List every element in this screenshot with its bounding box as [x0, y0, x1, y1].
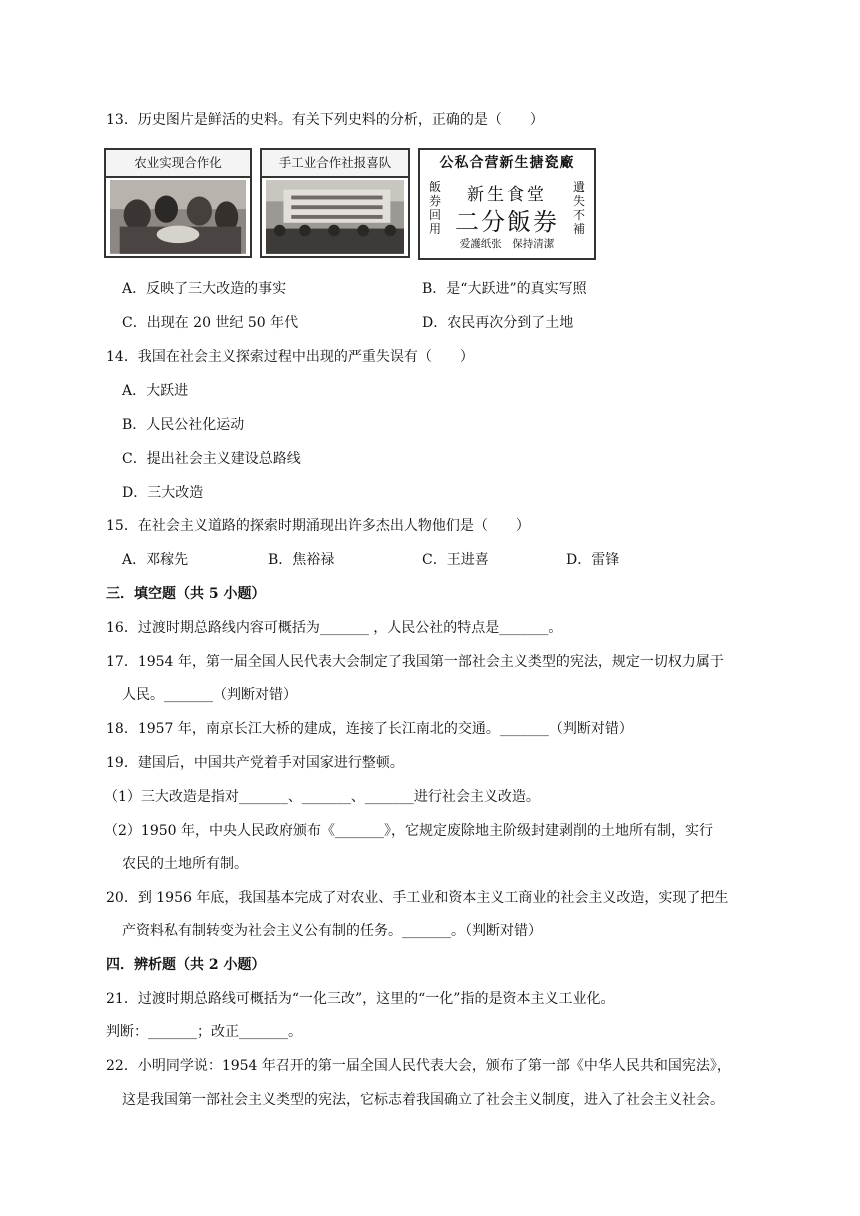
q20-line1: 20．到 1956 年底，我国基本完成了对农业、手工业和资本主义工商业的社会主义改造，实现了把生 [106, 890, 729, 906]
agriculture-photo [110, 180, 246, 254]
q15-option-b: B．焦裕禄 [268, 552, 335, 568]
q22-line2: 这是我国第一部社会主义类型的宪法，它标志着我国确立了社会主义制度，进入了社会主义社会。 [122, 1092, 724, 1108]
q13-stem: 13．历史图片是鲜活的史料。有关下列史料的分析，正确的是（ ） [106, 112, 544, 128]
q21-line2: 判断：_______；改正_______。 [106, 1024, 302, 1040]
q19-sub2-line1: （2）1950 年，中央人民政府颁布《_______》，它规定废除地主阶级封建剥削的土地所有制，实行 [104, 823, 713, 839]
figure-caption: 农业实现合作化 [106, 150, 250, 178]
ticket-title: 公私合营新生搪瓷廠 [439, 155, 575, 171]
q21-line1: 21．过渡时期总路线可概括为“一化三改”，这里的“一化”指的是资本主义工业化。 [106, 991, 615, 1007]
q14-option-a: A．大跃进 [122, 383, 189, 399]
q13-figures [104, 148, 596, 260]
q16-text: 16．过渡时期总路线内容可概括为_______ ，人民公社的特点是_______。 [106, 620, 563, 636]
q17-line1: 17．1954 年，第一届全国人民代表大会制定了我国第一部社会主义类型的宪法，规定一切权力属于 [106, 654, 724, 670]
figure-agriculture-cooperative [104, 148, 252, 258]
ticket-right-text: 遺失不補 [572, 180, 585, 236]
q13-option-b: B．是“大跃进”的真实写照 [422, 281, 587, 297]
q15-stem: 15．在社会主义道路的探索时期涌现出许多杰出人物他们是（ ） [106, 518, 530, 534]
handicraft-photo [266, 180, 404, 254]
q14-option-d: D．三大改造 [122, 485, 204, 501]
ticket-canteen-name: 新生食堂 [467, 185, 547, 205]
q19-stem: 19．建国后，中国共产党着手对国家进行整顿。 [106, 755, 404, 771]
q19-sub1: （1）三大改造是指对_______、_______、_______进行社会主义改造。 [104, 789, 540, 805]
figure-handicraft-cooperative [260, 148, 410, 258]
figure-meal-ticket [418, 148, 596, 260]
q20-line2: 产资料私有制转变为社会主义公有制的任务。_______。（判断对错） [122, 923, 542, 939]
q15-option-d: D．雷锋 [566, 552, 620, 568]
q15-option-a: A．邓稼先 [122, 552, 189, 568]
q14-option-c: C．提出社会主义建设总路线 [122, 451, 301, 467]
q14-stem: 14．我国在社会主义探索过程中出现的严重失误有（ ） [106, 349, 474, 365]
q14-option-b: B．人民公社化运动 [122, 417, 245, 433]
q13-option-c: C．出现在 20 世纪 50 年代 [122, 315, 299, 331]
q15-option-c: C．王进喜 [422, 552, 489, 568]
ticket-value: 二分飯券 [455, 208, 559, 236]
q13-option-a: A．反映了三大改造的事实 [122, 281, 287, 297]
q19-sub2-line2: 农民的土地所有制。 [122, 856, 248, 872]
section-heading-analysis: 四．辨析题（共 2 小题） [106, 957, 266, 973]
q22-line1: 22．小明同学说：1954 年召开的第一届全国人民代表大会，颁布了第一部《中华人民共和国宪法》， [106, 1058, 731, 1074]
section-heading-fill-in: 三．填空题（共 5 小题） [106, 586, 266, 602]
q13-option-d: D．农民再次分到了土地 [422, 315, 574, 331]
q18-text: 18．1957 年，南京长江大桥的建成，连接了长江南北的交通。_______（判断对错） [106, 721, 633, 737]
ticket-left-text: 飯券回用 [428, 180, 441, 236]
figure-caption: 手工业合作社报喜队 [262, 150, 408, 178]
q17-line2: 人民。_______（判断对错） [122, 687, 297, 703]
ticket-footer: 爱護纸张 保持清潔 [459, 238, 555, 250]
